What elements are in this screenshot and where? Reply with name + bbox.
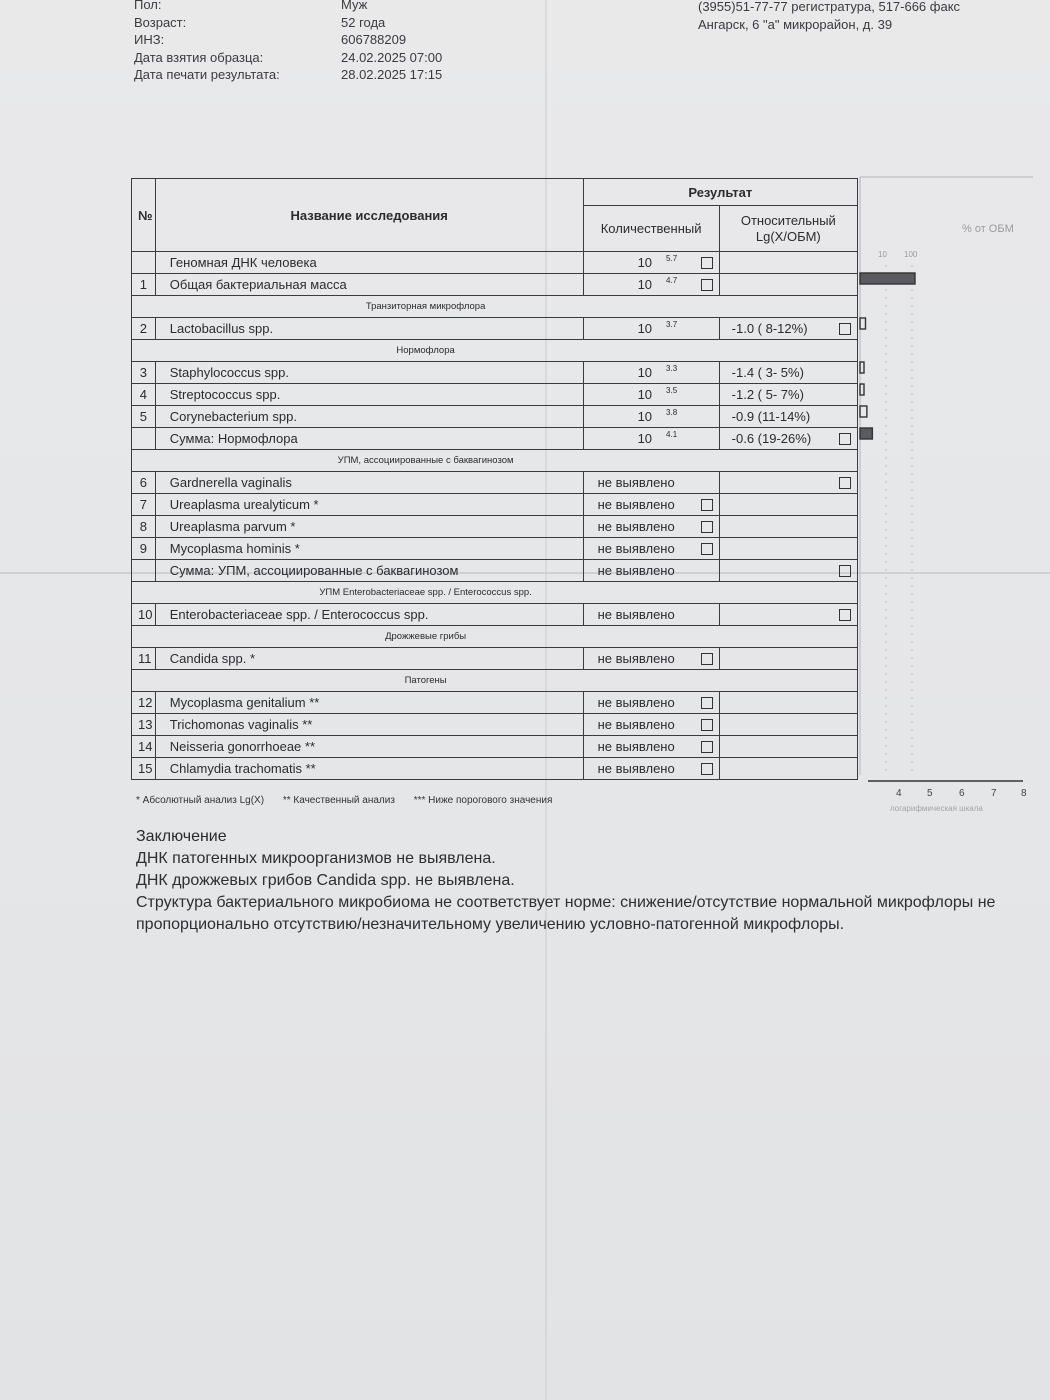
quant-exponent: 3.7 — [666, 320, 678, 329]
row-rel-cell — [719, 406, 857, 428]
header-values — [341, 0, 442, 84]
chart-pct-tick-10: 10 — [878, 250, 887, 259]
table-row — [132, 252, 858, 274]
row-test-name: Streptococcus spp. — [155, 384, 583, 406]
flag-checkbox — [701, 257, 713, 269]
value-sex: Муж — [341, 0, 368, 12]
label-sample-date: Дата взятия образца: — [134, 49, 264, 65]
row-test-name: Mycoplasma hominis * — [155, 538, 583, 560]
flag-checkbox — [701, 279, 713, 291]
row-test-name: Геномная ДНК человека — [155, 252, 583, 274]
quant-value — [598, 541, 675, 556]
value-age: 52 года — [341, 14, 386, 30]
label-age: Возраст: — [134, 14, 187, 30]
flag-checkbox — [701, 719, 713, 731]
row-rel-cell — [719, 428, 857, 450]
quant-base: 10 — [637, 277, 653, 292]
axis-tick-7: 7 — [991, 788, 997, 799]
row-quant-cell — [583, 538, 719, 560]
row-number: 2 — [132, 318, 156, 340]
row-test-name: Ureaplasma parvum * — [155, 516, 583, 538]
quant-value — [638, 255, 678, 270]
quant-value — [598, 717, 675, 732]
quant-value — [598, 739, 675, 754]
chart-bar-4 — [860, 406, 867, 417]
row-rel-cell — [719, 758, 857, 780]
section-title: УПМ, ассоциированные с баквагинозом — [132, 450, 720, 472]
percent-chart — [858, 175, 1038, 785]
value-inz: 606788209 — [341, 32, 407, 47]
row-number: 5 — [132, 406, 156, 428]
table-row — [132, 428, 858, 450]
rel-value: -1.0 ( 8-12%) — [731, 321, 808, 336]
chart-pct-label: % от ОБМ — [962, 223, 1014, 235]
lab-address: Ангарск, 6 "а" микрорайон, д. 39 — [698, 17, 893, 32]
section-empty-cell — [719, 626, 857, 648]
section-title: Нормофлора — [132, 340, 720, 362]
row-rel-cell — [719, 384, 857, 406]
row-rel-cell — [719, 604, 857, 626]
row-rel-cell — [719, 692, 857, 714]
quant-base: 10 — [637, 255, 653, 270]
row-rel-cell — [719, 252, 857, 274]
quant-value — [598, 519, 675, 534]
quant-value — [638, 431, 678, 446]
row-quant-cell — [583, 428, 719, 450]
conclusion-line-2: ДНК дрожжевых грибов Candida spp. не выявлена. — [136, 872, 515, 889]
row-quant-cell — [583, 692, 719, 714]
row-rel-cell — [719, 362, 857, 384]
section-empty-cell — [719, 670, 857, 692]
row-quant-cell — [583, 648, 719, 670]
row-number — [132, 252, 156, 274]
quant-base: не выявлено — [597, 717, 675, 732]
row-test-name: Enterobacteriaceae spp. / Enterococcus spp. — [155, 604, 583, 626]
table-row — [132, 560, 858, 582]
quant-value — [598, 563, 675, 578]
col-header-rel: Относительный Lg(X/ОБМ) — [719, 206, 857, 252]
flag-checkbox — [839, 609, 851, 621]
row-rel-cell — [719, 274, 857, 296]
table-row — [132, 648, 858, 670]
conclusion-line-1: ДНК патогенных микроорганизмов не выявлена. — [136, 850, 496, 867]
value-print-date: 28.02.2025 17:15 — [341, 67, 443, 82]
table-row — [132, 516, 858, 538]
quant-exponent: 4.1 — [666, 430, 678, 439]
quant-value — [598, 651, 675, 666]
col-header-no: № — [132, 179, 156, 252]
row-test-name: Staphylococcus spp. — [155, 362, 583, 384]
table-row — [132, 384, 858, 406]
row-quant-cell — [583, 274, 719, 296]
section-title: Дрожжевые грибы — [132, 626, 720, 648]
flag-checkbox — [701, 521, 713, 533]
quant-value — [638, 321, 678, 336]
row-test-name: Сумма: Нормофлора — [155, 428, 583, 450]
row-quant-cell — [583, 494, 719, 516]
section-title: Патогены — [132, 670, 720, 692]
row-quant-cell — [583, 736, 719, 758]
table-row — [132, 274, 858, 296]
label-inz: ИНЗ: — [134, 32, 165, 47]
table-section-row — [132, 340, 858, 362]
row-rel-cell — [719, 648, 857, 670]
table-section-row — [132, 626, 858, 648]
quant-base: не выявлено — [597, 475, 675, 490]
row-number: 11 — [132, 648, 156, 670]
row-number — [132, 560, 156, 582]
col-header-quant: Количественный — [583, 206, 719, 252]
row-test-name: Lactobacillus spp. — [155, 318, 583, 340]
label-print-date: Дата печати результата: — [134, 67, 280, 82]
table-row — [132, 714, 858, 736]
col-header-result: Результат — [583, 179, 857, 206]
row-number: 9 — [132, 538, 156, 560]
row-number: 3 — [132, 362, 156, 384]
table-row — [132, 318, 858, 340]
flag-checkbox — [701, 741, 713, 753]
quant-value — [598, 761, 675, 776]
label-sex: Пол: — [134, 0, 162, 12]
chart-bar-5 — [860, 428, 872, 439]
row-rel-cell — [719, 714, 857, 736]
row-rel-cell — [719, 516, 857, 538]
row-test-name: Mycoplasma genitalium ** — [155, 692, 583, 714]
row-rel-cell — [719, 472, 857, 494]
row-number: 12 — [132, 692, 156, 714]
quant-value — [638, 409, 678, 424]
flag-checkbox — [701, 763, 713, 775]
quant-base: не выявлено — [597, 519, 675, 534]
chart-bar-0 — [860, 273, 915, 284]
quant-base: 10 — [637, 387, 653, 402]
row-quant-cell — [583, 384, 719, 406]
table-row — [132, 736, 858, 758]
axis-tick-6: 6 — [959, 788, 965, 799]
row-quant-cell — [583, 516, 719, 538]
row-number: 8 — [132, 516, 156, 538]
table-section-row — [132, 296, 858, 318]
row-quant-cell — [583, 362, 719, 384]
quant-exponent: 4.7 — [666, 276, 678, 285]
section-title: Транзиторная микрофлора — [132, 296, 720, 318]
chart-pct-tick-100: 100 — [904, 250, 918, 259]
quant-exponent: 5.7 — [666, 254, 678, 263]
quant-base: не выявлено — [597, 695, 675, 710]
quant-exponent: 3.3 — [666, 364, 678, 373]
section-empty-cell — [719, 582, 857, 604]
lab-contacts — [698, 0, 960, 34]
flag-checkbox — [701, 543, 713, 555]
flag-checkbox — [701, 697, 713, 709]
conclusion-text — [136, 848, 996, 936]
row-number: 15 — [132, 758, 156, 780]
row-number: 4 — [132, 384, 156, 406]
flag-checkbox — [839, 565, 851, 577]
quant-base: не выявлено — [597, 497, 675, 512]
rel-value: -1.4 ( 3- 5%) — [731, 365, 804, 380]
quant-base: не выявлено — [597, 761, 675, 776]
row-quant-cell — [583, 604, 719, 626]
row-test-name: Trichomonas vaginalis ** — [155, 714, 583, 736]
conclusion-line-3: Структура бактериального микробиома не соответствует норме: снижение/отсутствие нормальной микрофлоры не пропорционально отсутствию/незначительному увеличению условно-патогенной микрофлоры. — [136, 894, 996, 933]
axis-tick-8: 8 — [1021, 788, 1027, 799]
axis-tick-4: 4 — [896, 788, 902, 799]
col-header-name: Название исследования — [155, 179, 583, 252]
row-number — [132, 428, 156, 450]
row-rel-cell — [719, 560, 857, 582]
axis-tick-5: 5 — [927, 788, 933, 799]
flag-checkbox — [839, 433, 851, 445]
row-number: 10 — [132, 604, 156, 626]
quant-base: не выявлено — [597, 541, 675, 556]
lab-phone: (3955)51-77-77 регистратура, 517-666 факс — [698, 0, 961, 14]
rel-value: -0.6 (19-26%) — [731, 431, 812, 446]
quant-exponent: 3.5 — [666, 386, 678, 395]
chart-bar-3 — [860, 384, 864, 395]
quant-base: не выявлено — [597, 651, 675, 666]
quant-value — [598, 695, 675, 710]
quant-value — [598, 475, 675, 490]
chart-bar-2 — [860, 362, 864, 373]
flag-checkbox — [701, 653, 713, 665]
flag-checkbox — [701, 499, 713, 511]
row-number: 13 — [132, 714, 156, 736]
footnote-threshold: *** Ниже порогового значения — [413, 795, 553, 806]
row-quant-cell — [583, 406, 719, 428]
flag-checkbox — [839, 323, 851, 335]
header-labels — [134, 0, 280, 84]
table-row — [132, 362, 858, 384]
row-quant-cell — [583, 714, 719, 736]
row-rel-cell — [719, 736, 857, 758]
quant-base: 10 — [637, 365, 653, 380]
quant-base: 10 — [637, 321, 653, 336]
row-test-name: Candida spp. * — [155, 648, 583, 670]
value-sample-date: 24.02.2025 07:00 — [341, 49, 443, 65]
quant-base: не выявлено — [597, 739, 675, 754]
row-number: 14 — [132, 736, 156, 758]
quant-base: не выявлено — [597, 563, 675, 578]
results-table-body — [132, 252, 858, 780]
rel-value: -1.2 ( 5- 7%) — [731, 387, 804, 402]
row-quant-cell — [583, 472, 719, 494]
quant-value — [598, 607, 675, 622]
quant-value — [638, 387, 678, 402]
table-section-row — [132, 670, 858, 692]
row-test-name: Corynebacterium spp. — [155, 406, 583, 428]
chart-axis-caption: логарифмическая шкала — [890, 804, 983, 813]
section-empty-cell — [719, 340, 857, 362]
row-quant-cell — [583, 252, 719, 274]
table-row — [132, 472, 858, 494]
flag-checkbox — [839, 477, 851, 489]
row-test-name: Neisseria gonorrhoeae ** — [155, 736, 583, 758]
chart-bar-1 — [860, 318, 866, 329]
percent-chart-svg — [858, 175, 1038, 785]
conclusion-title: Заключение — [136, 828, 227, 845]
table-row — [132, 604, 858, 626]
row-quant-cell — [583, 758, 719, 780]
row-test-name: Общая бактериальная масса — [155, 274, 583, 296]
row-quant-cell — [583, 318, 719, 340]
quant-value — [638, 365, 678, 380]
table-section-row — [132, 450, 858, 472]
row-number: 7 — [132, 494, 156, 516]
footnote-abs: * Абсолютный анализ Lg(X) — [136, 795, 265, 806]
quant-base: 10 — [637, 409, 653, 424]
row-test-name: Gardnerella vaginalis — [155, 472, 583, 494]
quant-exponent: 3.8 — [666, 408, 678, 417]
table-row — [132, 692, 858, 714]
row-number: 6 — [132, 472, 156, 494]
table-row — [132, 538, 858, 560]
section-empty-cell — [719, 450, 857, 472]
table-row — [132, 758, 858, 780]
row-test-name: Ureaplasma urealyticum * — [155, 494, 583, 516]
table-row — [132, 406, 858, 428]
footnotes — [136, 795, 568, 806]
quant-value — [638, 277, 678, 292]
rel-value: -0.9 (11-14%) — [731, 409, 811, 424]
table-section-row — [132, 582, 858, 604]
quant-value — [598, 497, 675, 512]
row-rel-cell — [719, 538, 857, 560]
row-rel-cell — [719, 494, 857, 516]
quant-base: 10 — [637, 431, 653, 446]
results-table — [131, 178, 858, 780]
row-test-name: Сумма: УПМ, ассоциированные с баквагинозом — [155, 560, 583, 582]
row-number: 1 — [132, 274, 156, 296]
footnote-qual: ** Качественный анализ — [282, 795, 395, 806]
row-test-name: Chlamydia trachomatis ** — [155, 758, 583, 780]
section-empty-cell — [719, 296, 857, 318]
table-header-row — [132, 179, 858, 206]
row-rel-cell — [719, 318, 857, 340]
row-quant-cell — [583, 560, 719, 582]
section-title: УПМ Enterobacteriaceae spp. / Enterococcus spp. — [132, 582, 720, 604]
table-row — [132, 494, 858, 516]
quant-base: не выявлено — [597, 607, 675, 622]
